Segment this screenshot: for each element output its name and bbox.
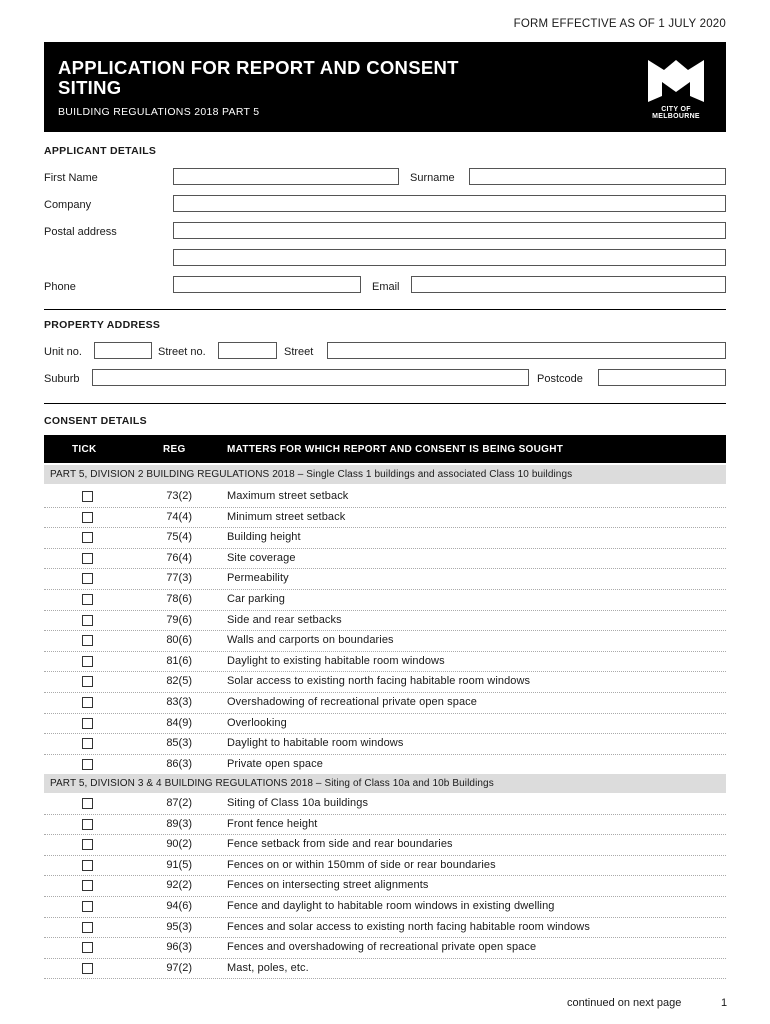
suburb-field[interactable] [92,369,529,386]
street-no-field[interactable] [218,342,277,359]
reg-number: 73(2) [166,490,192,502]
part-5-division-3-4-header [44,774,726,793]
reg-number: 80(6) [166,634,192,647]
m-logo-icon [640,56,712,106]
table-row [44,734,726,755]
reg-number: 84(9) [166,716,192,729]
postal-address-label: Postal address [44,226,117,238]
matter-description: Mast, poles, etc. [227,961,309,974]
company-label: Company [44,199,92,211]
table-row [44,590,726,611]
reg-number: 82(5) [166,675,192,688]
matter-description: Daylight to habitable room windows [227,737,404,750]
tick-checkbox[interactable] [82,656,93,667]
reg-number: 94(6) [166,900,192,912]
city-of-melbourne-logo [640,56,712,120]
reg-number: 81(6) [166,654,192,667]
reg-number: 92(2) [166,879,192,892]
tick-checkbox[interactable] [82,532,93,543]
table-row [44,755,726,776]
tick-checkbox[interactable] [82,573,93,584]
matter-description: Fences and overshadowing of recreational private open space [227,941,537,954]
tick-checkbox[interactable] [82,901,93,912]
form-effective-date: FORM EFFECTIVE AS OF 1 JULY 2020 [513,18,726,30]
surname-label: Surname [410,172,455,184]
matter-description: Overlooking [227,716,287,729]
table-row [44,835,726,856]
matter-description: Private open space [227,757,323,770]
reg-number: 74(4) [166,510,192,523]
reg-number: 75(4) [166,531,192,544]
matters-column-header: MATTERS FOR WHICH REPORT AND CONSENT IS BEING SOUGHT [227,444,564,455]
tick-checkbox[interactable] [82,553,93,564]
reg-column-header: REG [163,444,186,455]
table-row [44,672,726,693]
matter-description: Fence setback from side and rear boundaries [227,838,453,851]
reg-number: 97(2) [166,961,192,974]
reg-number: 96(3) [166,941,192,954]
property-address-heading: PROPERTY ADDRESS [44,319,161,331]
matter-description: Siting of Class 10a buildings [227,797,369,809]
matter-description: Building height [227,531,301,544]
reg-number: 86(3) [166,757,192,770]
table-row [44,938,726,959]
tick-checkbox[interactable] [82,839,93,850]
matter-description: Fences and solar access to existing north facing habitable room windows [227,920,590,933]
table-row [44,714,726,735]
table-row [44,611,726,632]
email-field[interactable] [411,276,726,293]
tick-checkbox[interactable] [82,860,93,871]
tick-checkbox[interactable] [82,676,93,687]
tick-checkbox[interactable] [82,635,93,646]
postcode-field[interactable] [598,369,726,386]
reg-number: 90(2) [166,838,192,851]
tick-checkbox[interactable] [82,798,93,809]
section-divider [44,309,726,310]
table-row [44,794,726,815]
table-row [44,693,726,714]
reg-number: 85(3) [166,737,192,750]
suburb-label: Suburb [44,373,80,385]
matter-description: Solar access to existing north facing habitable room windows [227,675,531,688]
part-5-division-2-label: PART 5, DIVISION 2 BUILDING REGULATIONS 2018 – Single Class 1 buildings and associated Class 10 buildings [50,469,573,480]
tick-checkbox[interactable] [82,491,93,502]
matter-description: Side and rear setbacks [227,613,342,626]
unit-no-field[interactable] [94,342,152,359]
part-5-division-2-header [44,465,726,484]
street-field[interactable] [327,342,726,359]
first-name-label: First Name [44,172,98,184]
reg-number: 89(3) [166,817,192,830]
street-no-label: Street no. [158,346,206,358]
reg-number: 76(4) [166,551,192,564]
tick-checkbox[interactable] [82,738,93,749]
matter-description: Minimum street setback [227,510,346,523]
table-row [44,549,726,570]
table-row [44,856,726,877]
reg-number: 87(2) [166,797,192,809]
tick-checkbox[interactable] [82,819,93,830]
section-divider [44,403,726,404]
form-title [58,58,459,98]
matter-description: Front fence height [227,817,318,830]
table-row [44,487,726,508]
phone-field[interactable] [173,276,361,293]
tick-checkbox[interactable] [82,697,93,708]
unit-no-label: Unit no. [44,346,82,358]
matter-description: Site coverage [227,551,296,564]
table-row [44,652,726,673]
page-number: 1 [721,997,728,1009]
title-banner [44,42,726,132]
tick-checkbox[interactable] [82,880,93,891]
applicant-details-heading: APPLICANT DETAILS [44,145,157,157]
tick-checkbox[interactable] [82,963,93,974]
matter-description: Walls and carports on boundaries [227,634,394,647]
matter-description: Daylight to existing habitable room windows [227,654,445,667]
consent-details-heading: CONSENT DETAILS [44,415,147,427]
reg-number: 79(6) [166,613,192,626]
tick-checkbox[interactable] [82,942,93,953]
consent-table-header [44,435,726,463]
first-name-field[interactable] [173,168,399,185]
continued-note: continued on next page [567,997,682,1009]
matter-description: Maximum street setback [227,490,349,502]
reg-number: 78(6) [166,593,192,605]
tick-checkbox[interactable] [82,615,93,626]
reg-number: 83(3) [166,696,192,708]
phone-label: Phone [44,281,76,293]
form-title-line-2: SITING [58,77,122,98]
part-5-division-3-4-label: PART 5, DIVISION 3 & 4 BUILDING REGULATIONS 2018 – Siting of Class 10a and 10b Buildings [50,778,494,789]
table-row [44,918,726,939]
tick-checkbox[interactable] [82,512,93,523]
tick-checkbox[interactable] [82,594,93,605]
postal-address-field-1[interactable] [173,222,726,239]
table-row [44,508,726,529]
table-row [44,959,726,980]
tick-checkbox[interactable] [82,922,93,933]
tick-checkbox[interactable] [82,718,93,729]
surname-field[interactable] [469,168,726,185]
matter-description: Fences on intersecting street alignments [227,879,429,892]
table-row [44,631,726,652]
reg-number: 77(3) [166,572,192,585]
tick-checkbox[interactable] [82,759,93,770]
postal-address-field-2[interactable] [173,249,726,266]
email-label: Email [372,281,400,293]
matter-description: Fence and daylight to habitable room windows in existing dwelling [227,900,555,912]
reg-number: 95(3) [166,920,192,933]
street-label: Street [284,346,314,358]
postcode-label: Postcode [537,373,583,385]
table-row [44,528,726,549]
form-title-line-1: APPLICATION FOR REPORT AND CONSENT [58,57,459,78]
table-row [44,897,726,918]
matter-description: Car parking [227,593,285,605]
company-field[interactable] [173,195,726,212]
table-row [44,876,726,897]
table-row [44,815,726,836]
logo-wordmark: CITY OF MELBOURNE [652,106,700,120]
tick-column-header: TICK [72,444,97,455]
form-subtitle: BUILDING REGULATIONS 2018 PART 5 [58,106,260,118]
table-row [44,569,726,590]
matter-description: Permeability [227,572,289,585]
matter-description: Overshadowing of recreational private open space [227,696,478,708]
reg-number: 91(5) [166,858,192,871]
matter-description: Fences on or within 150mm of side or rear boundaries [227,858,496,871]
